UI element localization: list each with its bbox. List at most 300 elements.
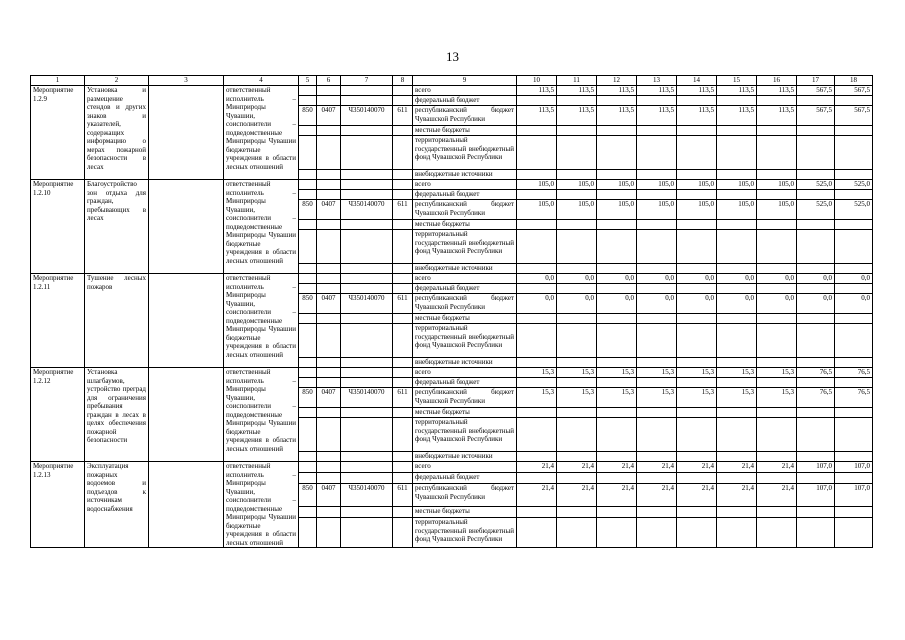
value-total: 15,3 — [557, 368, 597, 378]
budget-code-empty — [341, 190, 393, 200]
budget-code-empty — [393, 452, 413, 462]
value-republic: 113,5 — [597, 106, 637, 126]
measure-name: Эксплуатация пожарных водоемов и подъездов к источникам водоснабжения — [85, 462, 149, 548]
column-header: 9 — [413, 76, 517, 86]
value-total: 113,5 — [557, 86, 597, 96]
budget-code-empty — [299, 506, 317, 517]
value-empty — [717, 264, 757, 274]
budget-code-empty — [341, 96, 393, 106]
measure-id: Мероприятие 1.2.11 — [31, 274, 85, 368]
value-empty — [797, 324, 835, 358]
value-total: 15,3 — [757, 368, 797, 378]
value-total: 0,0 — [797, 274, 835, 284]
budget-code-empty — [299, 473, 317, 484]
column-number-row — [31, 76, 873, 86]
value-empty — [637, 452, 677, 462]
budget-code-empty — [393, 230, 413, 264]
executor: ответственный исполнитель – Минприроды Чувашии, соисполнители – подведомственные Минприроды Чувашии бюджетные учреждения в области лесных отношений — [224, 462, 299, 548]
value-empty — [517, 408, 557, 418]
value-empty — [517, 314, 557, 324]
value-total: 76,5 — [797, 368, 835, 378]
value-empty — [717, 452, 757, 462]
value-total: 525,0 — [797, 180, 835, 190]
value-republic: 15,3 — [677, 388, 717, 408]
budget-code-empty — [317, 96, 341, 106]
value-republic: 0,0 — [835, 294, 873, 314]
value-empty — [637, 518, 677, 548]
funding-source: территориальный государственный внебюджетный фонд Чувашской Республики — [413, 324, 517, 358]
value-total: 113,5 — [757, 86, 797, 96]
value-total: 76,5 — [835, 368, 873, 378]
budget-code: 611 — [393, 388, 413, 408]
value-empty — [717, 126, 757, 136]
value-empty — [637, 358, 677, 368]
value-empty — [557, 473, 597, 484]
value-empty — [797, 473, 835, 484]
measure-name: Установка шлагбаумов, устройство преград для ограничения пребывания граждан в лесах в целях обеспечения пожарной безопасности — [85, 368, 149, 462]
value-empty — [677, 408, 717, 418]
funding-source: федеральный бюджет — [413, 378, 517, 388]
budget-table — [30, 75, 873, 548]
value-empty — [677, 358, 717, 368]
budget-code-empty — [341, 408, 393, 418]
value-empty — [797, 264, 835, 274]
value-republic: 0,0 — [757, 294, 797, 314]
budget-code-empty — [299, 86, 317, 96]
value-empty — [757, 126, 797, 136]
value-total: 15,3 — [677, 368, 717, 378]
budget-code-empty — [299, 96, 317, 106]
budget-code-empty — [317, 170, 341, 180]
value-empty — [517, 136, 557, 170]
value-empty — [597, 126, 637, 136]
value-empty — [597, 324, 637, 358]
funding-source: внебюджетные источники — [413, 358, 517, 368]
funding-source: республиканский бюджет Чувашской Республики — [413, 106, 517, 126]
budget-code: 850 — [299, 294, 317, 314]
column-header: 6 — [317, 76, 341, 86]
value-empty — [557, 506, 597, 517]
column-header: 16 — [757, 76, 797, 86]
funding-source: внебюджетные источники — [413, 170, 517, 180]
value-empty — [597, 314, 637, 324]
value-total: 21,4 — [557, 462, 597, 473]
budget-code: 850 — [299, 200, 317, 220]
value-empty — [717, 190, 757, 200]
page-number: 13 — [446, 49, 459, 64]
value-empty — [517, 264, 557, 274]
budget-code-empty — [341, 180, 393, 190]
value-empty — [757, 96, 797, 106]
value-empty — [835, 358, 873, 368]
budget-code-empty — [341, 368, 393, 378]
value-empty — [757, 518, 797, 548]
column-header: 3 — [149, 76, 224, 86]
value-empty — [677, 284, 717, 294]
column-header: 5 — [299, 76, 317, 86]
value-empty — [597, 190, 637, 200]
value-empty — [717, 378, 757, 388]
table-row — [31, 368, 873, 378]
budget-code-empty — [341, 378, 393, 388]
value-empty — [637, 230, 677, 264]
funding-source: федеральный бюджет — [413, 190, 517, 200]
value-total: 0,0 — [637, 274, 677, 284]
value-empty — [835, 473, 873, 484]
table-row — [31, 180, 873, 190]
value-total: 21,4 — [517, 462, 557, 473]
budget-code: Ч350140070 — [341, 294, 393, 314]
value-empty — [597, 518, 637, 548]
budget-code: 850 — [299, 106, 317, 126]
budget-code-empty — [317, 452, 341, 462]
value-empty — [797, 136, 835, 170]
value-empty — [797, 284, 835, 294]
value-republic: 105,0 — [597, 200, 637, 220]
budget-code-empty — [299, 314, 317, 324]
column-3-cell — [149, 180, 224, 274]
budget-code-empty — [299, 136, 317, 170]
value-republic: 0,0 — [517, 294, 557, 314]
value-empty — [517, 378, 557, 388]
value-empty — [835, 324, 873, 358]
value-empty — [797, 230, 835, 264]
funding-source: местные бюджеты — [413, 506, 517, 517]
value-empty — [835, 230, 873, 264]
budget-code-empty — [299, 368, 317, 378]
column-header: 18 — [835, 76, 873, 86]
value-empty — [597, 506, 637, 517]
column-3-cell — [149, 368, 224, 462]
budget-code-empty — [341, 170, 393, 180]
budget-code-empty — [393, 96, 413, 106]
budget-code-empty — [299, 324, 317, 358]
value-total: 113,5 — [597, 86, 637, 96]
funding-source: территориальный государственный внебюджетный фонд Чувашской Республики — [413, 518, 517, 548]
budget-code-empty — [341, 506, 393, 517]
budget-code-empty — [299, 126, 317, 136]
value-total: 0,0 — [517, 274, 557, 284]
value-empty — [637, 264, 677, 274]
value-empty — [677, 452, 717, 462]
value-empty — [557, 264, 597, 274]
value-republic: 105,0 — [517, 200, 557, 220]
value-empty — [797, 190, 835, 200]
budget-code-empty — [317, 230, 341, 264]
value-empty — [717, 324, 757, 358]
value-republic: 21,4 — [717, 484, 757, 506]
measure-name: Тушение лесных пожаров — [85, 274, 149, 368]
table-row — [31, 274, 873, 284]
value-empty — [677, 126, 717, 136]
value-empty — [797, 418, 835, 452]
value-republic: 15,3 — [557, 388, 597, 408]
value-empty — [717, 220, 757, 230]
executor: ответственный исполнитель – Минприроды Чувашии, соисполнители – подведомственные Минприроды Чувашии бюджетные учреждения в области лесных отношений — [224, 274, 299, 368]
budget-code-empty — [393, 368, 413, 378]
column-header: 2 — [85, 76, 149, 86]
value-empty — [717, 284, 757, 294]
value-republic: 567,5 — [835, 106, 873, 126]
budget-code-empty — [299, 170, 317, 180]
budget-code-empty — [393, 264, 413, 274]
funding-source: территориальный государственный внебюджетный фонд Чувашской Республики — [413, 230, 517, 264]
value-empty — [797, 220, 835, 230]
budget-code-empty — [393, 378, 413, 388]
budget-code-empty — [341, 126, 393, 136]
value-empty — [637, 136, 677, 170]
budget-code: 0407 — [317, 294, 341, 314]
value-empty — [597, 408, 637, 418]
value-empty — [517, 126, 557, 136]
value-republic: 0,0 — [677, 294, 717, 314]
value-total: 21,4 — [717, 462, 757, 473]
value-empty — [557, 418, 597, 452]
value-empty — [835, 170, 873, 180]
budget-code-empty — [317, 126, 341, 136]
funding-source: всего — [413, 180, 517, 190]
value-empty — [677, 96, 717, 106]
budget-code-empty — [341, 473, 393, 484]
funding-source: республиканский бюджет Чувашской Республики — [413, 484, 517, 506]
value-empty — [557, 358, 597, 368]
value-republic: 76,5 — [835, 388, 873, 408]
value-total: 107,0 — [835, 462, 873, 473]
value-republic: 105,0 — [677, 200, 717, 220]
value-empty — [835, 518, 873, 548]
budget-code-empty — [341, 284, 393, 294]
budget-code-empty — [393, 358, 413, 368]
value-empty — [637, 96, 677, 106]
budget-code-empty — [317, 408, 341, 418]
value-total: 107,0 — [797, 462, 835, 473]
value-empty — [677, 230, 717, 264]
budget-code-empty — [393, 284, 413, 294]
value-empty — [597, 284, 637, 294]
measure-name: Установка и размещение стендов и других знаков и указателей, содержащих информацию о мерах пожарной безопасности в лесах — [85, 86, 149, 180]
budget-code: 0407 — [317, 200, 341, 220]
value-empty — [557, 220, 597, 230]
value-republic: 107,0 — [797, 484, 835, 506]
budget-code-empty — [393, 180, 413, 190]
budget-code-empty — [299, 462, 317, 473]
budget-code-empty — [317, 368, 341, 378]
value-total: 105,0 — [517, 180, 557, 190]
value-empty — [717, 170, 757, 180]
column-header: 8 — [393, 76, 413, 86]
budget-code: 0407 — [317, 484, 341, 506]
budget-code: 611 — [393, 294, 413, 314]
value-empty — [835, 220, 873, 230]
value-republic: 21,4 — [757, 484, 797, 506]
budget-code-empty — [299, 452, 317, 462]
value-republic: 21,4 — [637, 484, 677, 506]
value-empty — [637, 418, 677, 452]
value-empty — [835, 126, 873, 136]
column-header: 7 — [341, 76, 393, 86]
measure-id: Мероприятие 1.2.13 — [31, 462, 85, 548]
value-total: 0,0 — [557, 274, 597, 284]
value-empty — [637, 190, 677, 200]
value-empty — [757, 506, 797, 517]
value-empty — [517, 452, 557, 462]
value-empty — [557, 378, 597, 388]
budget-code-empty — [299, 358, 317, 368]
budget-code-empty — [341, 324, 393, 358]
value-empty — [517, 473, 557, 484]
value-empty — [757, 324, 797, 358]
budget-code-empty — [299, 220, 317, 230]
value-empty — [677, 473, 717, 484]
value-total: 0,0 — [835, 274, 873, 284]
value-republic: 0,0 — [717, 294, 757, 314]
value-empty — [717, 314, 757, 324]
value-empty — [835, 418, 873, 452]
budget-code-empty — [317, 220, 341, 230]
funding-source: всего — [413, 462, 517, 473]
value-empty — [517, 220, 557, 230]
value-empty — [517, 506, 557, 517]
funding-source: внебюджетные источники — [413, 264, 517, 274]
column-3-cell — [149, 274, 224, 368]
column-header: 10 — [517, 76, 557, 86]
value-empty — [557, 314, 597, 324]
funding-source: республиканский бюджет Чувашской Республики — [413, 294, 517, 314]
value-republic: 113,5 — [557, 106, 597, 126]
value-republic: 15,3 — [757, 388, 797, 408]
value-republic: 0,0 — [797, 294, 835, 314]
value-empty — [797, 358, 835, 368]
column-header: 17 — [797, 76, 835, 86]
value-republic: 21,4 — [677, 484, 717, 506]
value-empty — [557, 96, 597, 106]
value-empty — [797, 314, 835, 324]
budget-code-empty — [393, 473, 413, 484]
budget-code-empty — [299, 264, 317, 274]
value-empty — [797, 170, 835, 180]
value-empty — [677, 418, 717, 452]
budget-code: 611 — [393, 106, 413, 126]
value-republic: 15,3 — [517, 388, 557, 408]
measure-id: Мероприятие 1.2.9 — [31, 86, 85, 180]
value-total: 21,4 — [757, 462, 797, 473]
budget-code-empty — [299, 408, 317, 418]
value-empty — [637, 284, 677, 294]
value-empty — [597, 230, 637, 264]
column-header: 15 — [717, 76, 757, 86]
budget-code-empty — [317, 462, 341, 473]
value-empty — [835, 136, 873, 170]
budget-code-empty — [393, 220, 413, 230]
column-3-cell — [149, 86, 224, 180]
value-empty — [757, 314, 797, 324]
funding-source: территориальный государственный внебюджетный фонд Чувашской Республики — [413, 136, 517, 170]
value-empty — [757, 230, 797, 264]
value-republic: 0,0 — [597, 294, 637, 314]
value-empty — [757, 284, 797, 294]
funding-source: федеральный бюджет — [413, 284, 517, 294]
value-empty — [797, 126, 835, 136]
budget-code-empty — [317, 86, 341, 96]
funding-source: федеральный бюджет — [413, 473, 517, 484]
value-republic: 21,4 — [557, 484, 597, 506]
value-total: 567,5 — [835, 86, 873, 96]
budget-code-empty — [393, 418, 413, 452]
value-total: 15,3 — [637, 368, 677, 378]
budget-code-empty — [317, 506, 341, 517]
value-republic: 107,0 — [835, 484, 873, 506]
value-republic: 0,0 — [637, 294, 677, 314]
budget-code-empty — [299, 418, 317, 452]
value-empty — [637, 506, 677, 517]
value-empty — [557, 408, 597, 418]
budget-code-empty — [299, 180, 317, 190]
value-republic: 567,5 — [797, 106, 835, 126]
budget-code-empty — [393, 518, 413, 548]
value-republic: 525,0 — [835, 200, 873, 220]
value-empty — [677, 170, 717, 180]
value-republic: 113,5 — [517, 106, 557, 126]
value-total: 113,5 — [517, 86, 557, 96]
budget-code-empty — [341, 264, 393, 274]
value-empty — [835, 378, 873, 388]
funding-source: территориальный государственный внебюджетный фонд Чувашской Республики — [413, 418, 517, 452]
measure-id: Мероприятие 1.2.10 — [31, 180, 85, 274]
value-empty — [757, 190, 797, 200]
value-empty — [797, 408, 835, 418]
budget-code-empty — [299, 284, 317, 294]
value-empty — [637, 408, 677, 418]
table-row — [31, 86, 873, 96]
value-empty — [557, 170, 597, 180]
value-empty — [797, 518, 835, 548]
funding-source: всего — [413, 274, 517, 284]
budget-code-empty — [341, 462, 393, 473]
value-empty — [757, 136, 797, 170]
budget-code: Ч350140070 — [341, 484, 393, 506]
budget-code: 0407 — [317, 106, 341, 126]
value-empty — [637, 473, 677, 484]
value-empty — [557, 452, 597, 462]
value-empty — [517, 170, 557, 180]
value-empty — [517, 230, 557, 264]
budget-code-empty — [393, 314, 413, 324]
funding-source: всего — [413, 86, 517, 96]
value-empty — [517, 284, 557, 294]
value-total: 15,3 — [517, 368, 557, 378]
value-republic: 113,5 — [677, 106, 717, 126]
funding-source: республиканский бюджет Чувашской Республики — [413, 200, 517, 220]
executor: ответственный исполнитель – Минприроды Чувашии, соисполнители – подведомственные Минприроды Чувашии бюджетные учреждения в области лесных отношений — [224, 180, 299, 274]
value-empty — [835, 506, 873, 517]
budget-code: Ч350140070 — [341, 388, 393, 408]
value-republic: 525,0 — [797, 200, 835, 220]
value-total: 15,3 — [717, 368, 757, 378]
value-republic: 21,4 — [517, 484, 557, 506]
value-empty — [597, 96, 637, 106]
value-empty — [835, 96, 873, 106]
value-empty — [717, 96, 757, 106]
value-empty — [717, 518, 757, 548]
column-header: 12 — [597, 76, 637, 86]
budget-code-empty — [393, 324, 413, 358]
budget-code-empty — [317, 180, 341, 190]
value-empty — [717, 506, 757, 517]
value-empty — [557, 230, 597, 264]
value-empty — [517, 96, 557, 106]
value-empty — [597, 473, 637, 484]
value-total: 15,3 — [597, 368, 637, 378]
